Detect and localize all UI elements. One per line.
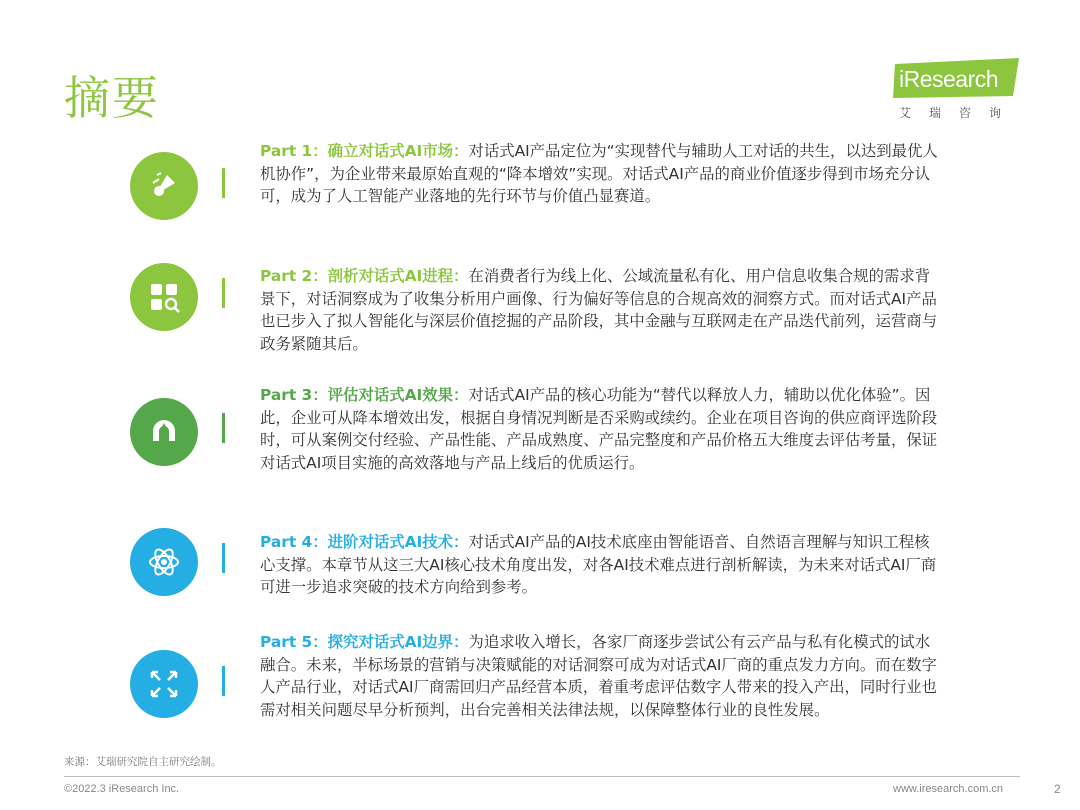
logo (893, 58, 1025, 121)
section-divider (222, 666, 225, 696)
part-5-text (260, 631, 940, 721)
logo-badge (893, 58, 1021, 98)
part-2-body: 在消费者行为线上化、公域流量私有化、用户信息收集合规的需求背景下，对话洞察成为了收集分析用户画像、行为偏好等信息的合规高效的洞察方式。而对话式AI产品也已步入了拟人智能化与深层价值挖掘的产品阶段，其中金融与互联网走在产品迭代前列，运营商与政务紧随其后。 (260, 267, 938, 353)
page-title: 摘要 (64, 71, 160, 125)
part-5-title: Part 5：探究对话式AI边界： (260, 633, 469, 651)
part-4-text (260, 531, 940, 599)
part-2-text (260, 265, 940, 355)
part-3-body: 对话式AI产品的核心功能为“替代以释放人力，辅助以优化体验”。因此，企业可从降本增效出发，根据自身情况判断是否采购或续约。企业在项目咨询的供应商评选阶段时，可从案例交付经验、产品性能、产品成熟度、产品完整度和产品价格五大维度去评估考量，保证对话式AI项目实施的高效落地与产品上线后的优质运行。 (260, 386, 938, 472)
part-1-text (260, 140, 940, 208)
source-note: 来源：艾瑞研究院自主研究绘制。 (64, 756, 222, 768)
rocket-icon (130, 152, 198, 220)
part-1-title: Part 1：确立对话式AI市场： (260, 142, 469, 160)
page-number: 2 (1054, 782, 1061, 796)
section-divider (222, 278, 225, 308)
section-divider (222, 413, 225, 443)
part-5-body: 为追求收入增长，各家厂商逐步尝试公有云产品与私有化模式的试水融合。未来，半标场景的营销与决策赋能的对话洞察可成为对话式AI厂商的重点发力方向。而在数字人产品行业，对话式AI厂商需回归产品经营本质，着重考虑评估数字人带来的投入产出，同时行业也需对相关问题尽早分析预判，出台完善相关法律法规，以保障整体行业的良性发展。 (260, 633, 937, 719)
part-2-title: Part 2：剖析对话式AI进程： (260, 267, 469, 285)
part-1-body: 对话式AI产品定位为“实现替代与辅助人工对话的共生，以达到最优人机协作”，为企业带来最原始直观的“降本增效”实现。对话式AI产品的商业价值逐步得到市场充分认可，成为了人工智能产业落地的先行环节与价值凸显赛道。 (260, 142, 938, 205)
footer-divider (64, 776, 1020, 777)
magnet-icon (130, 398, 198, 466)
expand-arrows-icon (130, 650, 198, 718)
part-3-title: Part 3：评估对话式AI效果： (260, 386, 469, 404)
part-4-body: 对话式AI产品的AI技术底座由智能语音、自然语言理解与知识工程核心支撑。本章节从这三大AI核心技术角度出发，对各AI技术难点进行剖析解读，为未来对话式AI厂商可进一步追求突破的技术方向给到参考。 (260, 533, 937, 596)
part-3-text (260, 384, 940, 474)
copyright: ©2022.3 iResearch Inc. (64, 783, 180, 795)
part-4-title: Part 4：进阶对话式AI技术： (260, 533, 469, 551)
logo-text: iResearch (899, 66, 999, 92)
atom-icon (130, 528, 198, 596)
website-link[interactable]: www.iresearch.com.cn (893, 783, 1004, 795)
section-divider (222, 168, 225, 198)
section-divider (222, 543, 225, 573)
grid-search-icon (130, 263, 198, 331)
logo-subtitle: 艾瑞咨询 (899, 106, 1020, 120)
